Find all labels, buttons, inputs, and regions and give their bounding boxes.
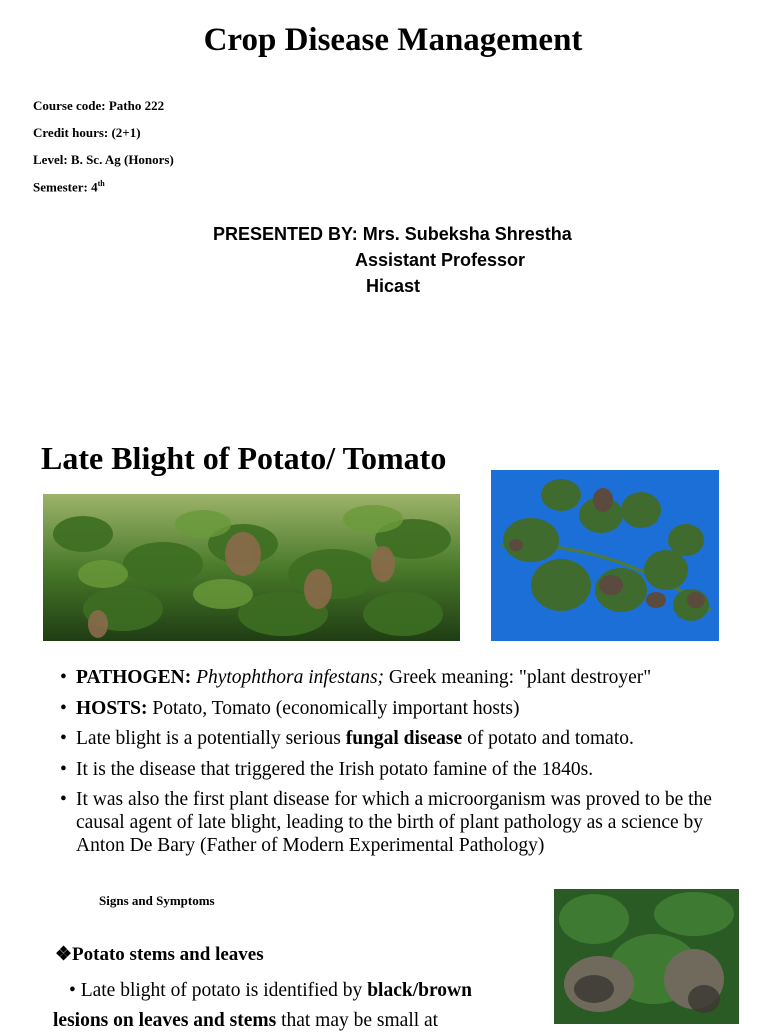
- list-item: • It is the disease that triggered the Irish potato famine of the 1840s.: [60, 758, 740, 781]
- semester: Semester: 4th: [33, 179, 105, 195]
- presenter-line: [213, 224, 572, 245]
- potato-stems-heading: ❖Potato stems and leaves: [55, 944, 264, 965]
- potato-field-photo: [43, 494, 460, 641]
- leaf-lesion-closeup-photo: [554, 889, 739, 1024]
- signs-heading: Signs and Symptoms: [99, 893, 215, 908]
- course-code: Course code: Patho 222: [33, 98, 165, 113]
- pathogen-facts-list: [60, 666, 740, 865]
- presented-by-label: PRESENTED BY:: [213, 224, 358, 244]
- symptom-paragraph: • Late blight of potato is identified by black/brown lesions on leaves and stems that may be small at: [53, 980, 472, 1031]
- infected-leaf-on-blue-photo: [491, 470, 719, 641]
- presenter-institution: Hicast: [366, 276, 421, 296]
- section-heading: Late Blight of Potato/ Tomato: [41, 440, 447, 476]
- list-item: • PATHOGEN: Phytophthora infestans; Greek meaning: "plant destroyer": [60, 666, 740, 689]
- credit-hours: Credit hours: (2+1): [33, 125, 141, 140]
- diamond-bullet-icon: ❖: [55, 944, 73, 965]
- presenter-name: Mrs. Subeksha Shrestha: [362, 224, 572, 244]
- course-level: Level: B. Sc. Ag (Honors): [33, 152, 174, 167]
- list-item: • HOSTS: Potato, Tomato (economically important hosts): [60, 697, 740, 720]
- list-item: • Late blight is a potentially serious fungal disease of potato and tomato.: [60, 727, 740, 750]
- presenter-position: Assistant Professor: [355, 250, 526, 270]
- list-item: • It was also the first plant disease for which a microorganism was proved to be the causal agent of late blight, leading to the birth of plant pathology as a science by Anton De Bary (Father of Modern Experimental Pathology): [60, 788, 740, 857]
- page-title: Crop Disease Management: [203, 22, 583, 58]
